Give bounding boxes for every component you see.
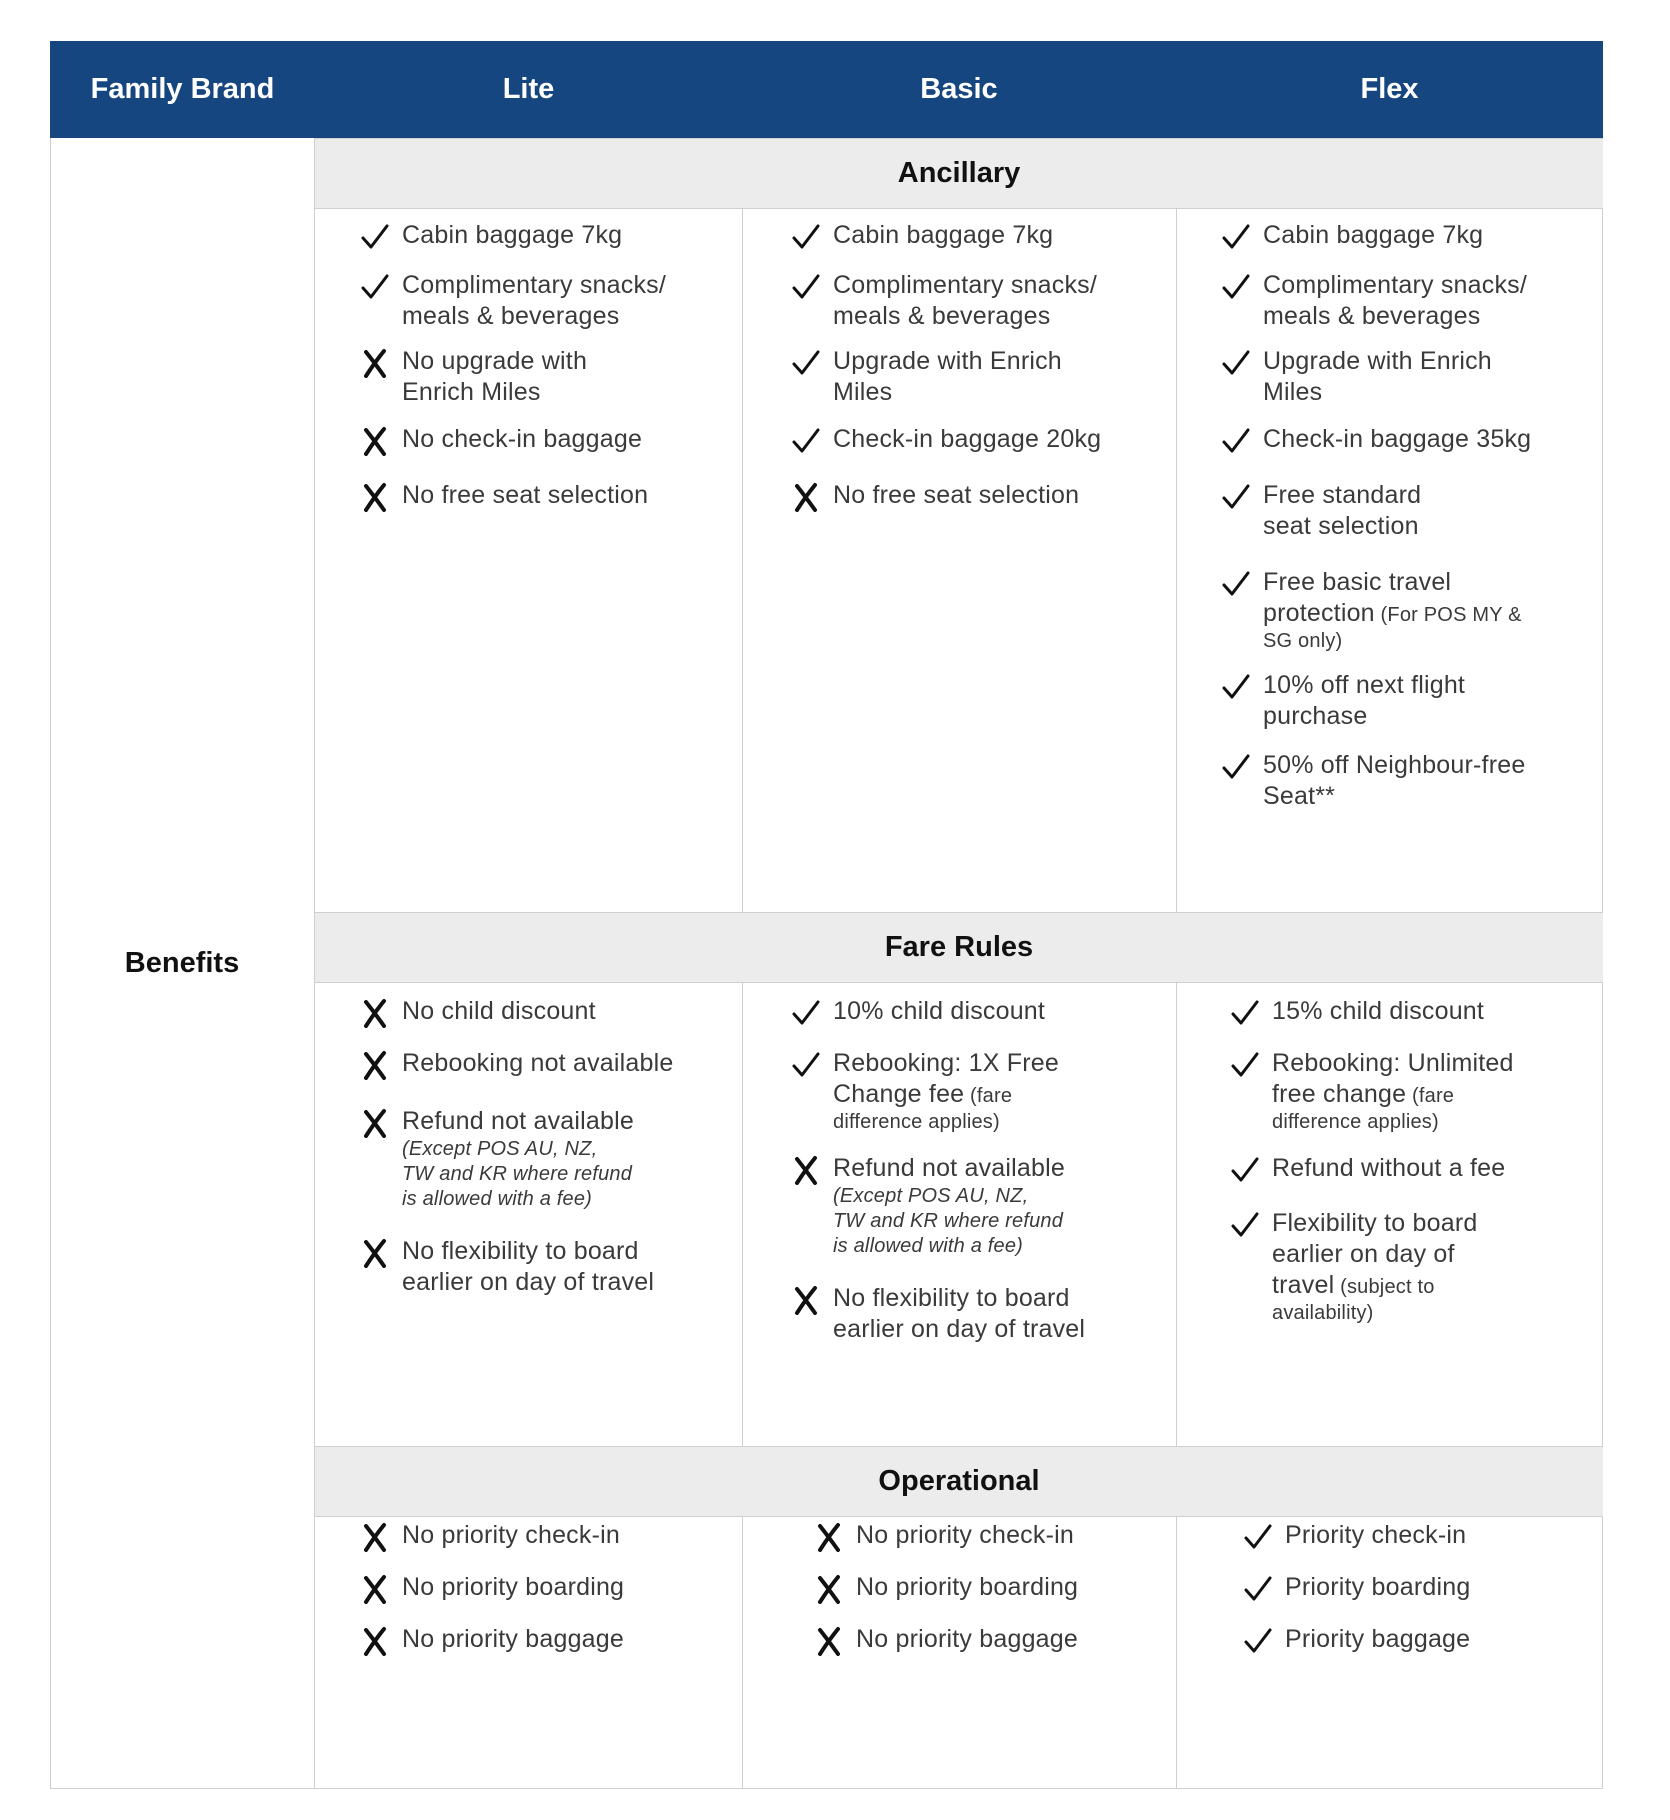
list-item-text [402,220,622,251]
item-text: earlier on day of travel [402,1268,655,1296]
check-icon [791,998,821,1028]
divider [742,983,743,1446]
row-label-benefits [50,138,315,1789]
item-text: Complimentary snacks/ [833,271,1098,299]
check-icon [360,272,390,302]
item-text: Cabin baggage 7kg [833,221,1054,249]
item-text: earlier on day of [1272,1240,1455,1268]
list-item-text [1285,1572,1470,1603]
item-text: difference applies) [833,1111,1000,1133]
list-item-text [1263,670,1465,732]
list-item-text [1263,270,1527,332]
check-icon [1230,1155,1260,1185]
list-item-text [1263,424,1531,455]
list-item-text [856,1520,1074,1551]
item-text: Rebooking: Unlimited [1272,1049,1514,1077]
check-icon [1221,672,1251,702]
divider [1176,1517,1177,1789]
cross-icon [814,1522,844,1552]
check-icon [791,426,821,456]
check-icon [1221,272,1251,302]
item-text: meals & beverages [833,302,1051,330]
item-text: Rebooking not available [402,1049,674,1077]
list-item-text [833,1283,1085,1345]
item-text: (Except POS AU, NZ, [402,1138,598,1160]
divider [1176,209,1177,912]
item-text: protection (For POS MY & [1263,599,1522,627]
item-text: No priority check-in [402,1521,620,1549]
list-item-text [402,1106,634,1212]
list-item-text [833,1153,1065,1259]
list-item-text [402,1236,654,1298]
cross-icon [360,426,390,456]
cross-icon [360,348,390,378]
check-icon [1230,1050,1260,1080]
check-icon [1230,1210,1260,1240]
item-text: SG only) [1263,630,1343,652]
item-text: Refund without a fee [1272,1154,1506,1182]
item-text: free change (fare [1272,1080,1455,1108]
list-item-text [856,1572,1078,1603]
check-icon [1243,1522,1273,1552]
check-icon [791,348,821,378]
item-text: Cabin baggage 7kg [1263,221,1484,249]
item-text: Upgrade with Enrich [1263,347,1492,375]
list-item-text [1272,1208,1477,1326]
item-text: No flexibility to board [402,1237,639,1265]
item-text: No free seat selection [833,481,1080,509]
list-item-text [833,220,1053,251]
check-icon [791,272,821,302]
list-item-text [1272,1048,1514,1135]
item-text: availability) [1272,1302,1374,1324]
check-icon [1243,1574,1273,1604]
item-text: 15% child discount [1272,997,1485,1025]
list-item-text [833,480,1079,511]
item-text: Upgrade with Enrich [833,347,1062,375]
header-flex: Flex [1360,73,1419,105]
item-text: No upgrade with [402,347,588,375]
cross-icon [814,1626,844,1656]
check-icon [1221,222,1251,252]
cross-icon [360,1626,390,1656]
check-icon [360,222,390,252]
item-text: is allowed with a fee) [833,1235,1024,1257]
cross-icon [360,998,390,1028]
header-lite: Lite [502,73,555,105]
check-icon [1221,348,1251,378]
check-icon [791,222,821,252]
item-text: (subject to [1334,1276,1435,1298]
item-text: (For POS MY & [1374,604,1522,626]
list-item-text [1263,750,1525,812]
item-text: No flexibility to board [833,1284,1070,1312]
item-text: Enrich Miles [402,378,541,406]
item-text: Priority baggage [1285,1625,1471,1653]
check-icon [1243,1626,1273,1656]
list-item-text [402,1520,620,1551]
item-text: No child discount [402,997,596,1025]
list-item-text [1272,1153,1505,1184]
item-text: (fare [1406,1085,1455,1107]
item-text: (fare [964,1085,1013,1107]
item-text: Refund not available [833,1154,1065,1182]
cross-icon [360,1238,390,1268]
check-icon [1221,482,1251,512]
divider [742,209,743,912]
item-text: No priority baggage [402,1625,624,1653]
item-text: No priority boarding [856,1573,1079,1601]
check-icon [1230,998,1260,1028]
item-text: 10% off next flight [1263,671,1466,699]
list-item-text [402,1572,624,1603]
list-item-text [402,270,666,332]
list-item-text [833,996,1045,1027]
list-item-text [402,480,648,511]
item-text: Seat** [1263,782,1336,810]
item-text: seat selection [1263,512,1419,540]
list-item-text [1272,996,1484,1027]
list-item-text [1263,480,1421,542]
item-text: Miles [833,378,893,406]
item-text: difference applies) [1272,1111,1439,1133]
item-text: No priority check-in [856,1521,1074,1549]
item-text: Complimentary snacks/ [402,271,667,299]
item-text: Check-in baggage 20kg [833,425,1102,453]
list-item-text [402,1624,624,1655]
item-text: TW and KR where refund [833,1210,1064,1232]
cross-icon [360,482,390,512]
list-item-text [1285,1520,1466,1551]
table-header [50,41,1603,138]
cross-icon [360,1574,390,1604]
item-text: 10% child discount [833,997,1046,1025]
item-text: Free standard [1263,481,1422,509]
cross-icon [360,1522,390,1552]
check-icon [1221,426,1251,456]
item-text: No priority boarding [402,1573,625,1601]
item-text: purchase [1263,702,1368,730]
list-item-text [402,996,596,1027]
item-text: No check-in baggage [402,425,643,453]
item-text: is allowed with a fee) [402,1188,593,1210]
check-icon [1221,752,1251,782]
list-item-text [1263,220,1483,251]
list-item-text [1263,346,1492,408]
item-text: (Except POS AU, NZ, [833,1185,1029,1207]
cross-icon [814,1574,844,1604]
item-text: Free basic travel [1263,568,1452,596]
item-text: Priority boarding [1285,1573,1471,1601]
item-text: Flexibility to board [1272,1209,1478,1237]
item-text: meals & beverages [1263,302,1481,330]
item-text: 50% off Neighbour-free [1263,751,1526,779]
list-item-text [833,1048,1059,1135]
item-text: Complimentary snacks/ [1263,271,1528,299]
section-fare-rules: Fare Rules [315,912,1603,983]
benefits-label: Benefits [124,947,240,979]
divider [742,1517,743,1789]
item-text: No free seat selection [402,481,649,509]
divider [1176,983,1177,1446]
item-text: Priority check-in [1285,1521,1467,1549]
list-item-text [1285,1624,1470,1655]
cross-icon [791,1285,821,1315]
section-ancillary: Ancillary [315,138,1603,209]
header-basic: Basic [920,73,998,105]
list-item-text [833,424,1101,455]
item-text: Refund not available [402,1107,634,1135]
item-text: Miles [1263,378,1323,406]
item-text: Cabin baggage 7kg [402,221,623,249]
item-text: TW and KR where refund [402,1163,633,1185]
fare-comparison-table [50,41,1603,1789]
item-text: Check-in baggage 35kg [1263,425,1532,453]
list-item-text [833,346,1062,408]
check-icon [1221,569,1251,599]
section-operational: Operational [315,1446,1603,1517]
item-text: earlier on day of travel [833,1315,1086,1343]
item-text: Change fee (fare [833,1080,1013,1108]
cross-icon [791,482,821,512]
check-icon [791,1050,821,1080]
header-family-brand: Family Brand [90,73,275,105]
list-item-text [1263,567,1522,654]
cross-icon [360,1108,390,1138]
item-text: meals & beverages [402,302,620,330]
list-item-text [856,1624,1078,1655]
list-item-text [833,270,1097,332]
cross-icon [360,1050,390,1080]
list-item-text [402,424,642,455]
item-text: Rebooking: 1X Free [833,1049,1059,1077]
item-text: travel (subject to [1272,1271,1435,1299]
list-item-text [402,1048,673,1079]
list-item-text [402,346,587,408]
item-text: No priority baggage [856,1625,1078,1653]
cross-icon [791,1155,821,1185]
